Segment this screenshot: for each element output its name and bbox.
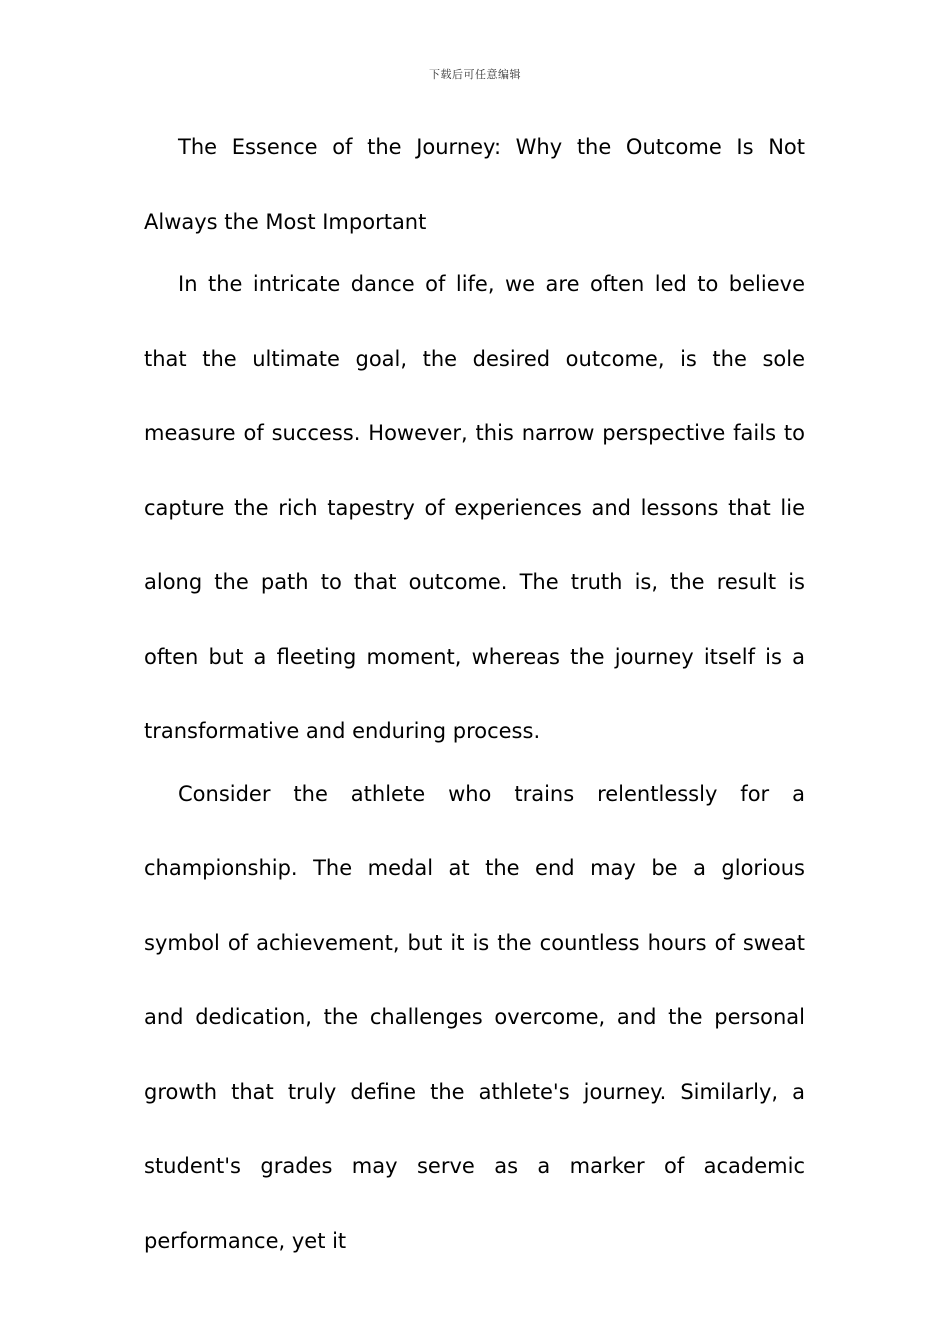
paragraph-2: Consider the athlete who trains relentlessly for a championship. The medal at the end may be a glorious symbol of achievement, but it is the countless hours of sweat and dedication, the challenges overcome, and the personal growth that truly define the athlete's journey. Similarly, a student's grades may serve as a marker of academic performance, yet it <box>144 781 805 1253</box>
header-note: 下载后可任意编辑 <box>429 68 521 81</box>
paragraph-1: In the intricate dance of life, we are often led to believe that the ultimate goal, the desired outcome, is the sole measure of success. However, this narrow perspective fails to capture the rich tapestry of experiences and lessons that lie along the path to that outcome. The truth is, the result is often but a fleeting moment, whereas the journey itself is a transformative and enduring process. <box>144 272 805 743</box>
document-title: The Essence of the Journey: Why the Outcome Is Not Always the Most Important <box>144 135 805 234</box>
document-body <box>144 110 805 1266</box>
